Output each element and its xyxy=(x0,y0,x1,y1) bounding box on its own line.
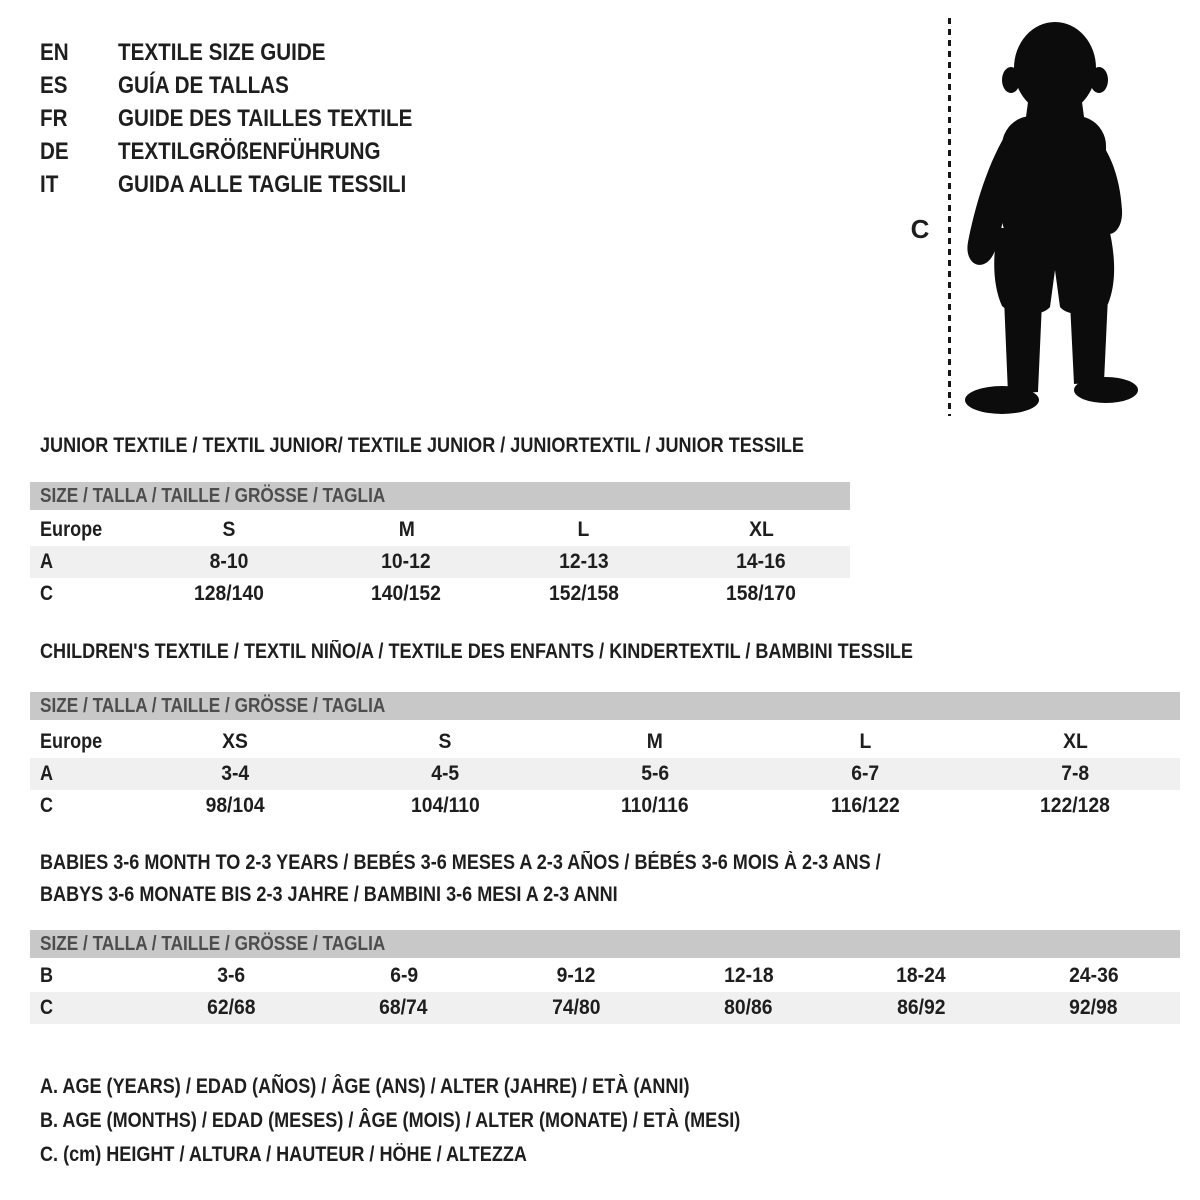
table-cell: 140/152 xyxy=(371,582,442,605)
legend xyxy=(40,1070,854,1172)
babies-section-heading-line1 xyxy=(40,850,1018,876)
legend-item-b xyxy=(40,1104,854,1138)
table-cell: 98/104 xyxy=(205,794,265,817)
table-cell: 14-16 xyxy=(736,550,786,573)
table-cell: 74/80 xyxy=(552,996,601,1019)
junior-size-header-bar xyxy=(30,482,850,510)
table-cell: 3-6 xyxy=(217,964,246,987)
language-row-fr xyxy=(40,102,460,135)
column-header: XL xyxy=(1062,730,1088,753)
table-cell: 122/128 xyxy=(1040,794,1110,817)
junior-size-header-text: SIZE / TALLA / TAILLE / GRÖSSE / TAGLIA xyxy=(40,485,386,507)
junior-row-height xyxy=(30,578,850,610)
language-list xyxy=(40,36,460,201)
table-cell: 12-18 xyxy=(724,964,774,987)
row-label: B xyxy=(40,964,54,987)
junior-size-table xyxy=(30,514,850,610)
language-code: IT xyxy=(40,171,59,198)
baby-silhouette-icon xyxy=(958,20,1142,425)
table-cell: 7-8 xyxy=(1061,762,1089,785)
language-row-es xyxy=(40,69,460,102)
children-row-age xyxy=(30,758,1180,790)
table-cell: 10-12 xyxy=(381,550,431,573)
table-cell: 80/86 xyxy=(724,996,773,1019)
babies-size-table xyxy=(30,960,1180,1024)
language-code: DE xyxy=(40,138,69,165)
table-cell: 6-9 xyxy=(389,964,418,987)
region-label: Europe xyxy=(40,518,103,541)
table-cell: 110/116 xyxy=(621,794,689,817)
table-cell: 5-6 xyxy=(641,762,669,785)
table-cell: 24-36 xyxy=(1069,964,1119,987)
junior-row-age xyxy=(30,546,850,578)
row-label: C xyxy=(40,794,54,817)
language-row-en xyxy=(40,36,460,69)
babies-section-heading-line1-text: BABIES 3-6 MONTH TO 2-3 YEARS / BEBÉS 3-6 MESES A 2-3 AÑOS / BÉBÉS 3-6 MOIS À 2-3 ANS / xyxy=(40,851,881,874)
table-cell: 4-5 xyxy=(431,762,459,785)
language-row-de xyxy=(40,135,460,168)
language-code: ES xyxy=(40,72,68,99)
column-header: L xyxy=(577,518,590,541)
junior-columns-row xyxy=(30,514,850,546)
row-label: A xyxy=(40,550,54,573)
legend-item-c xyxy=(40,1138,854,1172)
legend-item-c-text: C. (cm) HEIGHT / ALTURA / HAUTEUR / HÖHE / ALTEZZA xyxy=(40,1143,527,1166)
column-header: XL xyxy=(748,518,774,541)
children-size-table xyxy=(30,726,1180,822)
language-title: GUIDA ALLE TAGLIE TESSILI xyxy=(118,171,407,198)
babies-row-months xyxy=(30,960,1180,992)
children-columns-row xyxy=(30,726,1180,758)
row-label: A xyxy=(40,762,54,785)
children-row-height xyxy=(30,790,1180,822)
table-cell: 116/122 xyxy=(830,794,900,817)
column-header: S xyxy=(438,730,452,753)
legend-item-a-text: A. AGE (YEARS) / EDAD (AÑOS) / ÂGE (ANS) / ALTER (JAHRE) / ETÀ (ANNI) xyxy=(40,1075,690,1098)
children-section-heading-text: CHILDREN'S TEXTILE / TEXTIL NIÑO/A / TEXTILE DES ENFANTS / KINDERTEXTIL / BAMBINI TESSILE xyxy=(40,640,913,663)
language-title: GUÍA DE TALLAS xyxy=(118,72,289,99)
children-size-header-text: SIZE / TALLA / TAILLE / GRÖSSE / TAGLIA xyxy=(40,695,386,717)
children-section-heading xyxy=(40,639,1055,665)
children-size-header-bar xyxy=(30,692,1180,720)
table-cell: 128/140 xyxy=(193,582,264,605)
table-cell: 62/68 xyxy=(207,996,256,1019)
table-cell: 92/98 xyxy=(1069,996,1118,1019)
height-measure-label: C xyxy=(910,214,930,244)
babies-size-header-bar xyxy=(30,930,1180,958)
row-label: C xyxy=(40,996,54,1019)
language-code: EN xyxy=(40,39,69,66)
junior-section-heading xyxy=(40,433,928,459)
row-label: C xyxy=(40,582,54,605)
babies-section-heading-line2 xyxy=(40,882,712,908)
legend-item-b-text: B. AGE (MONTHS) / EDAD (MESES) / ÂGE (MOIS) / ALTER (MONATE) / ETÀ (MESI) xyxy=(40,1109,741,1132)
column-header: L xyxy=(859,730,871,753)
column-header: S xyxy=(222,518,236,541)
column-header: M xyxy=(646,730,664,753)
region-label: Europe xyxy=(40,730,103,753)
table-cell: 12-13 xyxy=(559,550,609,573)
babies-row-height xyxy=(30,992,1180,1024)
table-cell: 3-4 xyxy=(221,762,249,785)
language-title: TEXTILE SIZE GUIDE xyxy=(118,39,326,66)
language-title: TEXTILGRÖßENFÜHRUNG xyxy=(118,138,381,165)
table-cell: 104/110 xyxy=(410,794,480,817)
language-title: GUIDE DES TAILLES TEXTILE xyxy=(118,105,413,132)
babies-section-heading-line2-text: BABYS 3-6 MONATE BIS 2-3 JAHRE / BAMBINI 3-6 MESI A 2-3 ANNI xyxy=(40,883,618,906)
height-measure-line xyxy=(948,18,951,416)
junior-section-heading-text: JUNIOR TEXTILE / TEXTIL JUNIOR/ TEXTILE JUNIOR / JUNIORTEXTIL / JUNIOR TESSILE xyxy=(40,434,804,457)
table-cell: 86/92 xyxy=(897,996,946,1019)
table-cell: 158/170 xyxy=(726,582,797,605)
language-code: FR xyxy=(40,105,68,132)
table-cell: 8-10 xyxy=(209,550,249,573)
table-cell: 9-12 xyxy=(556,964,596,987)
legend-item-a xyxy=(40,1070,854,1104)
column-header: XS xyxy=(222,730,248,753)
table-cell: 6-7 xyxy=(851,762,879,785)
table-cell: 68/74 xyxy=(379,996,428,1019)
column-header: M xyxy=(398,518,415,541)
table-cell: 152/158 xyxy=(548,582,619,605)
language-row-it xyxy=(40,168,460,201)
babies-size-header-text: SIZE / TALLA / TAILLE / GRÖSSE / TAGLIA xyxy=(40,933,386,955)
table-cell: 18-24 xyxy=(896,964,946,987)
